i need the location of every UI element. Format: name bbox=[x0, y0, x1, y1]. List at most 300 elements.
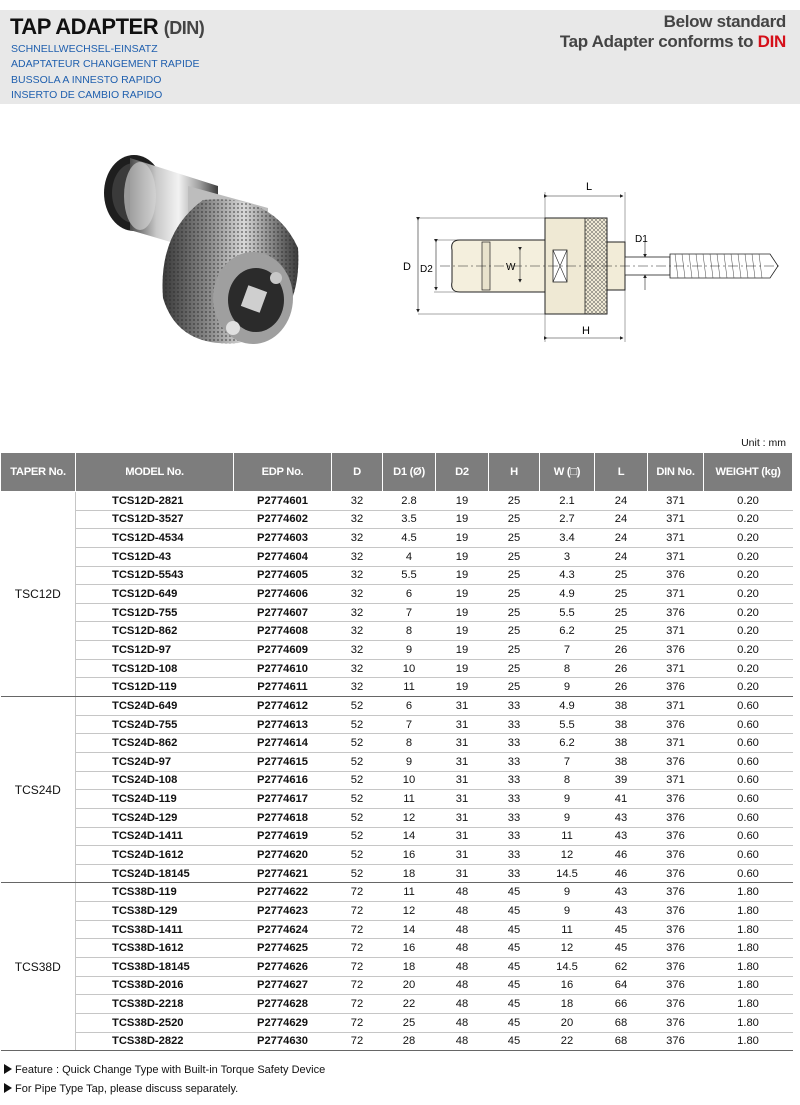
edp-cell: P2774606 bbox=[234, 585, 332, 604]
value-cell: 52 bbox=[332, 734, 383, 753]
value-cell: 0.60 bbox=[704, 790, 793, 809]
value-cell: 10 bbox=[383, 771, 436, 790]
value-cell: 48 bbox=[436, 976, 489, 995]
value-cell: 3.4 bbox=[540, 529, 595, 548]
value-cell: 0.20 bbox=[704, 510, 793, 529]
table-row bbox=[1, 864, 793, 883]
value-cell: 32 bbox=[332, 566, 383, 585]
value-cell: 371 bbox=[648, 492, 704, 511]
value-cell: 9 bbox=[540, 808, 595, 827]
model-cell: TCS38D-1411 bbox=[76, 920, 234, 939]
value-cell: 376 bbox=[648, 566, 704, 585]
value-cell: 12 bbox=[540, 939, 595, 958]
value-cell: 1.80 bbox=[704, 976, 793, 995]
value-cell: 31 bbox=[436, 808, 489, 827]
model-cell: TCS38D-129 bbox=[76, 902, 234, 921]
value-cell: 9 bbox=[540, 902, 595, 921]
table-row bbox=[1, 958, 793, 977]
value-cell: 32 bbox=[332, 492, 383, 511]
value-cell: 48 bbox=[436, 902, 489, 921]
column-header: MODEL No. bbox=[76, 453, 234, 492]
value-cell: 376 bbox=[648, 603, 704, 622]
value-cell: 0.60 bbox=[704, 827, 793, 846]
value-cell: 11 bbox=[540, 920, 595, 939]
table-row bbox=[1, 902, 793, 921]
edp-cell: P2774604 bbox=[234, 547, 332, 566]
value-cell: 25 bbox=[489, 659, 540, 678]
column-header: L bbox=[595, 453, 648, 492]
value-cell: 376 bbox=[648, 976, 704, 995]
table-row bbox=[1, 995, 793, 1014]
model-cell: TCS12D-119 bbox=[76, 678, 234, 697]
model-cell: TCS38D-2218 bbox=[76, 995, 234, 1014]
edp-cell: P2774616 bbox=[234, 771, 332, 790]
standard-note bbox=[560, 12, 786, 52]
value-cell: 25 bbox=[489, 603, 540, 622]
value-cell: 0.20 bbox=[704, 547, 793, 566]
value-cell: 19 bbox=[436, 622, 489, 641]
value-cell: 0.20 bbox=[704, 622, 793, 641]
value-cell: 22 bbox=[540, 1032, 595, 1051]
value-cell: 3 bbox=[540, 547, 595, 566]
dim-label-w: W bbox=[506, 262, 516, 273]
value-cell: 376 bbox=[648, 790, 704, 809]
model-cell: TCS38D-2016 bbox=[76, 976, 234, 995]
value-cell: 4.9 bbox=[540, 585, 595, 604]
table-header-row bbox=[1, 453, 793, 492]
translation-italian: BUSSOLA A INNESTO RAPIDO bbox=[11, 73, 162, 86]
edp-cell: P2774615 bbox=[234, 752, 332, 771]
table-row bbox=[1, 641, 793, 660]
value-cell: 52 bbox=[332, 827, 383, 846]
value-cell: 11 bbox=[383, 883, 436, 902]
value-cell: 25 bbox=[489, 510, 540, 529]
value-cell: 28 bbox=[383, 1032, 436, 1051]
table-row bbox=[1, 808, 793, 827]
spec-table bbox=[0, 452, 793, 1051]
model-cell: TCS24D-108 bbox=[76, 771, 234, 790]
column-header: TAPER No. bbox=[1, 453, 76, 492]
value-cell: 39 bbox=[595, 771, 648, 790]
value-cell: 19 bbox=[436, 585, 489, 604]
value-cell: 72 bbox=[332, 1032, 383, 1051]
edp-cell: P2774629 bbox=[234, 1013, 332, 1032]
model-cell: TCS38D-2520 bbox=[76, 1013, 234, 1032]
translation-spanish: INSERTO DE CAMBIO RAPIDO bbox=[11, 88, 163, 101]
edp-cell: P2774603 bbox=[234, 529, 332, 548]
value-cell: 19 bbox=[436, 659, 489, 678]
value-cell: 16 bbox=[383, 846, 436, 865]
value-cell: 19 bbox=[436, 547, 489, 566]
value-cell: 32 bbox=[332, 547, 383, 566]
model-cell: TCS12D-43 bbox=[76, 547, 234, 566]
product-photo bbox=[68, 138, 318, 368]
edp-cell: P2774608 bbox=[234, 622, 332, 641]
value-cell: 18 bbox=[383, 958, 436, 977]
column-header: H bbox=[489, 453, 540, 492]
dim-label-d: D bbox=[403, 261, 411, 273]
value-cell: 64 bbox=[595, 976, 648, 995]
value-cell: 45 bbox=[489, 958, 540, 977]
translation-french: ADAPTATEUR CHANGEMENT RAPIDE bbox=[11, 58, 200, 71]
table-row bbox=[1, 622, 793, 641]
value-cell: 4 bbox=[383, 547, 436, 566]
title-text: TAP ADAPTER bbox=[10, 14, 159, 39]
value-cell: 45 bbox=[489, 976, 540, 995]
edp-cell: P2774619 bbox=[234, 827, 332, 846]
table-row bbox=[1, 734, 793, 753]
edp-cell: P2774624 bbox=[234, 920, 332, 939]
value-cell: 25 bbox=[489, 547, 540, 566]
table-row bbox=[1, 1032, 793, 1051]
model-cell: TCS24D-1411 bbox=[76, 827, 234, 846]
table-row bbox=[1, 752, 793, 771]
value-cell: 2.1 bbox=[540, 492, 595, 511]
standard-line1: Below standard bbox=[663, 12, 786, 31]
value-cell: 32 bbox=[332, 659, 383, 678]
value-cell: 31 bbox=[436, 846, 489, 865]
value-cell: 0.20 bbox=[704, 641, 793, 660]
table-row bbox=[1, 678, 793, 697]
value-cell: 14.5 bbox=[540, 958, 595, 977]
technical-drawing bbox=[390, 170, 790, 360]
value-cell: 26 bbox=[595, 641, 648, 660]
table-body bbox=[1, 492, 793, 1051]
value-cell: 8 bbox=[383, 622, 436, 641]
value-cell: 31 bbox=[436, 827, 489, 846]
value-cell: 45 bbox=[489, 920, 540, 939]
note-feature-text: Feature : Quick Change Type with Built-in Torque Safety Device bbox=[15, 1064, 326, 1076]
table-row bbox=[1, 883, 793, 902]
value-cell: 1.80 bbox=[704, 883, 793, 902]
model-cell: TCS12D-649 bbox=[76, 585, 234, 604]
value-cell: 25 bbox=[595, 603, 648, 622]
value-cell: 52 bbox=[332, 752, 383, 771]
value-cell: 33 bbox=[489, 827, 540, 846]
value-cell: 33 bbox=[489, 808, 540, 827]
value-cell: 0.20 bbox=[704, 492, 793, 511]
value-cell: 8 bbox=[383, 734, 436, 753]
value-cell: 376 bbox=[648, 902, 704, 921]
column-header: DIN No. bbox=[648, 453, 704, 492]
value-cell: 24 bbox=[595, 529, 648, 548]
unit-note: Unit : mm bbox=[741, 437, 786, 449]
value-cell: 46 bbox=[595, 846, 648, 865]
value-cell: 376 bbox=[648, 846, 704, 865]
value-cell: 7 bbox=[540, 641, 595, 660]
value-cell: 0.20 bbox=[704, 566, 793, 585]
value-cell: 31 bbox=[436, 771, 489, 790]
value-cell: 25 bbox=[489, 622, 540, 641]
language-translations bbox=[11, 42, 199, 103]
value-cell: 1.80 bbox=[704, 920, 793, 939]
value-cell: 25 bbox=[595, 622, 648, 641]
model-cell: TCS24D-18145 bbox=[76, 864, 234, 883]
value-cell: 14 bbox=[383, 920, 436, 939]
value-cell: 7 bbox=[383, 603, 436, 622]
value-cell: 12 bbox=[383, 808, 436, 827]
value-cell: 52 bbox=[332, 808, 383, 827]
value-cell: 11 bbox=[383, 678, 436, 697]
value-cell: 72 bbox=[332, 1013, 383, 1032]
value-cell: 4.5 bbox=[383, 529, 436, 548]
value-cell: 43 bbox=[595, 902, 648, 921]
edp-cell: P2774630 bbox=[234, 1032, 332, 1051]
value-cell: 45 bbox=[595, 920, 648, 939]
value-cell: 25 bbox=[489, 641, 540, 660]
value-cell: 4.3 bbox=[540, 566, 595, 585]
value-cell: 25 bbox=[489, 678, 540, 697]
model-cell: TCS24D-1612 bbox=[76, 846, 234, 865]
value-cell: 31 bbox=[436, 734, 489, 753]
value-cell: 0.60 bbox=[704, 715, 793, 734]
model-cell: TCS12D-5543 bbox=[76, 566, 234, 585]
value-cell: 25 bbox=[489, 492, 540, 511]
value-cell: 0.20 bbox=[704, 678, 793, 697]
table-row bbox=[1, 492, 793, 511]
value-cell: 0.60 bbox=[704, 846, 793, 865]
column-header: EDP No. bbox=[234, 453, 332, 492]
value-cell: 45 bbox=[489, 902, 540, 921]
value-cell: 10 bbox=[383, 659, 436, 678]
value-cell: 0.60 bbox=[704, 771, 793, 790]
value-cell: 14 bbox=[383, 827, 436, 846]
value-cell: 4.9 bbox=[540, 697, 595, 716]
value-cell: 12 bbox=[540, 846, 595, 865]
value-cell: 24 bbox=[595, 492, 648, 511]
value-cell: 72 bbox=[332, 920, 383, 939]
value-cell: 6 bbox=[383, 585, 436, 604]
value-cell: 25 bbox=[595, 566, 648, 585]
value-cell: 26 bbox=[595, 659, 648, 678]
value-cell: 6 bbox=[383, 697, 436, 716]
value-cell: 31 bbox=[436, 864, 489, 883]
value-cell: 9 bbox=[540, 790, 595, 809]
column-header: D1 (Ø) bbox=[383, 453, 436, 492]
value-cell: 11 bbox=[540, 827, 595, 846]
value-cell: 31 bbox=[436, 715, 489, 734]
value-cell: 1.80 bbox=[704, 939, 793, 958]
value-cell: 18 bbox=[540, 995, 595, 1014]
edp-cell: P2774617 bbox=[234, 790, 332, 809]
edp-cell: P2774611 bbox=[234, 678, 332, 697]
value-cell: 52 bbox=[332, 846, 383, 865]
value-cell: 48 bbox=[436, 1013, 489, 1032]
taper-cell: TCS24D bbox=[1, 697, 76, 883]
table-row bbox=[1, 566, 793, 585]
value-cell: 371 bbox=[648, 771, 704, 790]
dim-label-d1: D1 bbox=[635, 234, 648, 245]
dim-label-d2: D2 bbox=[420, 264, 433, 275]
value-cell: 3.5 bbox=[383, 510, 436, 529]
table-row bbox=[1, 715, 793, 734]
value-cell: 371 bbox=[648, 510, 704, 529]
title-suffix: (DIN) bbox=[163, 18, 205, 38]
value-cell: 25 bbox=[489, 566, 540, 585]
value-cell: 32 bbox=[332, 585, 383, 604]
value-cell: 52 bbox=[332, 715, 383, 734]
value-cell: 376 bbox=[648, 939, 704, 958]
model-cell: TCS38D-119 bbox=[76, 883, 234, 902]
value-cell: 48 bbox=[436, 1032, 489, 1051]
dim-label-l: L bbox=[586, 181, 593, 193]
value-cell: 32 bbox=[332, 622, 383, 641]
value-cell: 371 bbox=[648, 585, 704, 604]
table-row bbox=[1, 529, 793, 548]
edp-cell: P2774601 bbox=[234, 492, 332, 511]
value-cell: 14.5 bbox=[540, 864, 595, 883]
value-cell: 43 bbox=[595, 883, 648, 902]
model-cell: TCS38D-2822 bbox=[76, 1032, 234, 1051]
edp-cell: P2774618 bbox=[234, 808, 332, 827]
note-pipe-tap bbox=[4, 1080, 325, 1099]
value-cell: 20 bbox=[383, 976, 436, 995]
value-cell: 33 bbox=[489, 715, 540, 734]
value-cell: 32 bbox=[332, 641, 383, 660]
value-cell: 48 bbox=[436, 958, 489, 977]
table-row bbox=[1, 603, 793, 622]
value-cell: 0.60 bbox=[704, 808, 793, 827]
table-row bbox=[1, 976, 793, 995]
value-cell: 371 bbox=[648, 529, 704, 548]
value-cell: 376 bbox=[648, 1013, 704, 1032]
value-cell: 6.2 bbox=[540, 734, 595, 753]
column-header: D2 bbox=[436, 453, 489, 492]
model-cell: TCS12D-862 bbox=[76, 622, 234, 641]
value-cell: 1.80 bbox=[704, 995, 793, 1014]
value-cell: 38 bbox=[595, 734, 648, 753]
value-cell: 33 bbox=[489, 734, 540, 753]
table-row bbox=[1, 771, 793, 790]
value-cell: 0.60 bbox=[704, 864, 793, 883]
value-cell: 45 bbox=[489, 1032, 540, 1051]
value-cell: 52 bbox=[332, 790, 383, 809]
edp-cell: P2774626 bbox=[234, 958, 332, 977]
value-cell: 22 bbox=[383, 995, 436, 1014]
value-cell: 45 bbox=[595, 939, 648, 958]
value-cell: 1.80 bbox=[704, 1032, 793, 1051]
table-row bbox=[1, 920, 793, 939]
triangle-bullet-icon bbox=[4, 1083, 12, 1093]
value-cell: 19 bbox=[436, 603, 489, 622]
value-cell: 376 bbox=[648, 864, 704, 883]
value-cell: 376 bbox=[648, 1032, 704, 1051]
column-header: W (□) bbox=[540, 453, 595, 492]
triangle-bullet-icon bbox=[4, 1064, 12, 1074]
value-cell: 371 bbox=[648, 734, 704, 753]
model-cell: TCS24D-119 bbox=[76, 790, 234, 809]
edp-cell: P2774612 bbox=[234, 697, 332, 716]
value-cell: 25 bbox=[383, 1013, 436, 1032]
value-cell: 72 bbox=[332, 958, 383, 977]
notes bbox=[4, 1061, 325, 1098]
table-row bbox=[1, 1013, 793, 1032]
taper-cell: TCS38D bbox=[1, 883, 76, 1051]
value-cell: 2.8 bbox=[383, 492, 436, 511]
table-row bbox=[1, 939, 793, 958]
model-cell: TCS12D-97 bbox=[76, 641, 234, 660]
value-cell: 38 bbox=[595, 715, 648, 734]
value-cell: 0.20 bbox=[704, 603, 793, 622]
value-cell: 19 bbox=[436, 641, 489, 660]
edp-cell: P2774621 bbox=[234, 864, 332, 883]
note-feature bbox=[4, 1061, 325, 1080]
value-cell: 43 bbox=[595, 808, 648, 827]
value-cell: 371 bbox=[648, 622, 704, 641]
value-cell: 48 bbox=[436, 883, 489, 902]
edp-cell: P2774622 bbox=[234, 883, 332, 902]
edp-cell: P2774614 bbox=[234, 734, 332, 753]
value-cell: 371 bbox=[648, 697, 704, 716]
value-cell: 33 bbox=[489, 697, 540, 716]
model-cell: TCS24D-755 bbox=[76, 715, 234, 734]
value-cell: 19 bbox=[436, 492, 489, 511]
table-row bbox=[1, 827, 793, 846]
value-cell: 24 bbox=[595, 510, 648, 529]
model-cell: TCS24D-649 bbox=[76, 697, 234, 716]
value-cell: 26 bbox=[595, 678, 648, 697]
value-cell: 376 bbox=[648, 715, 704, 734]
value-cell: 1.80 bbox=[704, 902, 793, 921]
table-row bbox=[1, 659, 793, 678]
value-cell: 9 bbox=[540, 678, 595, 697]
value-cell: 376 bbox=[648, 808, 704, 827]
edp-cell: P2774607 bbox=[234, 603, 332, 622]
value-cell: 19 bbox=[436, 566, 489, 585]
value-cell: 68 bbox=[595, 1013, 648, 1032]
value-cell: 7 bbox=[383, 715, 436, 734]
value-cell: 9 bbox=[383, 752, 436, 771]
column-header: WEIGHT (kg) bbox=[704, 453, 793, 492]
value-cell: 371 bbox=[648, 659, 704, 678]
value-cell: 0.60 bbox=[704, 697, 793, 716]
value-cell: 33 bbox=[489, 790, 540, 809]
value-cell: 32 bbox=[332, 529, 383, 548]
value-cell: 18 bbox=[383, 864, 436, 883]
value-cell: 33 bbox=[489, 771, 540, 790]
edp-cell: P2774602 bbox=[234, 510, 332, 529]
value-cell: 6.2 bbox=[540, 622, 595, 641]
edp-cell: P2774613 bbox=[234, 715, 332, 734]
value-cell: 19 bbox=[436, 529, 489, 548]
value-cell: 5.5 bbox=[540, 603, 595, 622]
value-cell: 12 bbox=[383, 902, 436, 921]
table-row bbox=[1, 510, 793, 529]
model-cell: TCS24D-862 bbox=[76, 734, 234, 753]
value-cell: 376 bbox=[648, 883, 704, 902]
edp-cell: P2774610 bbox=[234, 659, 332, 678]
standard-line2 bbox=[560, 32, 786, 52]
value-cell: 1.80 bbox=[704, 1013, 793, 1032]
value-cell: 7 bbox=[540, 752, 595, 771]
value-cell: 62 bbox=[595, 958, 648, 977]
model-cell: TCS12D-755 bbox=[76, 603, 234, 622]
edp-cell: P2774625 bbox=[234, 939, 332, 958]
edp-cell: P2774627 bbox=[234, 976, 332, 995]
value-cell: 45 bbox=[489, 995, 540, 1014]
value-cell: 0.60 bbox=[704, 734, 793, 753]
table-row bbox=[1, 697, 793, 716]
value-cell: 11 bbox=[383, 790, 436, 809]
value-cell: 9 bbox=[383, 641, 436, 660]
value-cell: 16 bbox=[383, 939, 436, 958]
edp-cell: P2774605 bbox=[234, 566, 332, 585]
value-cell: 24 bbox=[595, 547, 648, 566]
value-cell: 66 bbox=[595, 995, 648, 1014]
value-cell: 371 bbox=[648, 547, 704, 566]
value-cell: 72 bbox=[332, 939, 383, 958]
value-cell: 376 bbox=[648, 995, 704, 1014]
